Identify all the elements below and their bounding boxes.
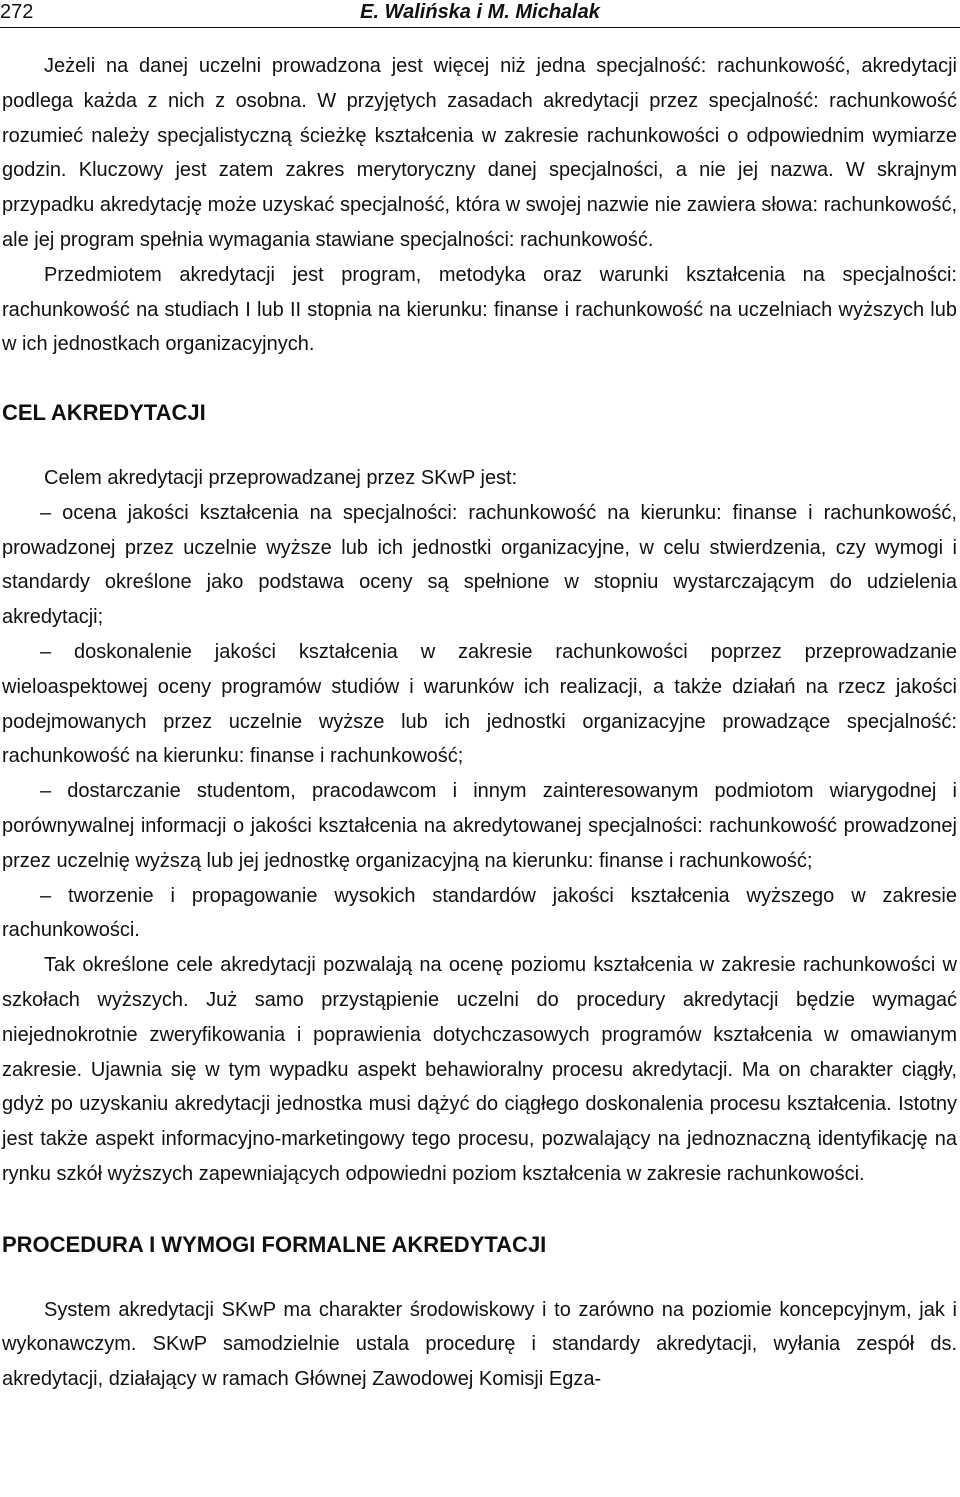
- running-head: E. Walińska i M. Michalak: [360, 1, 600, 23]
- list-item: – dostarczanie studentom, pracodawcom i innym zainteresowanym podmiotom wiarygodnej i porównywalnej informacji o jakości kształcenia na akredytowanej specjalności: rachunkowość prowadzonej przez uczelnię wyższą lub jej jednostkę organizacyjną na kierunku: finanse i rachunkowość;: [2, 780, 957, 872]
- paragraph: System akredytacji SKwP ma charakter środowiskowy i to zarówno na poziomie koncepcyjnym, jak i wykonawczym. SKwP samodzielnie ustala procedurę i standardy akredytacji, wyłania zespół ds. akredytacji, działający w ramach Głównej Zawodowej Komisji Egza-: [2, 1298, 957, 1391]
- paragraph: Przedmiotem akredytacji jest program, metodyka oraz warunki kształcenia na specjalności: rachunkowość na studiach I lub II stopnia na kierunku: finanse i rachunkowość na uczelniach wyższych lub w ich jednostkach organizacyjnych.: [2, 263, 957, 356]
- paragraph: Tak określone cele akredytacji pozwalają na ocenę poziomu kształcenia w zakresie rachunkowości w szkołach wyższych. Już samo przystąpienie uczelni do procedury akredytacji będzie wymagać niejednokrotnie zweryfikowania i poprawienia dotychczasowych programów kształcenia w omawianym zakresie. Ujawnia się w tym wypadku aspekt behawioralny procesu akredytacji. Ma on charakter ciągły, gdyż po uzyskaniu akredytacji jednostka musi dążyć do ciągłego doskonalenia procesu kształcenia. Istotny jest także aspekt informacyjno-marketingowy tego procesu, pozwalający na jednoznaczną identyfikację na rynku szkół wyższych zapewniających odpowiedni poziom kształcenia w zakresie rachunkowości.: [2, 954, 957, 1185]
- paragraph: Celem akredytacji przeprowadzanej przez SKwP jest:: [44, 466, 518, 489]
- document-body: [2, 49, 957, 1397]
- section-heading-procedura: PROCEDURA I WYMOGI FORMALNE AKREDYTACJI: [2, 1231, 547, 1257]
- section-heading-cel: CEL AKREDYTACJI: [2, 400, 206, 426]
- page-header: [0, 0, 960, 30]
- paragraph: Jeżeli na danej uczelni prowadzona jest więcej niż jedna specjalność: rachunkowość, akredytacji podlega każda z nich z osobna. W przyjętych zasadach akredytacji przez specjalność: rachunkowość rozumieć należy specjalistyczną ścieżkę kształcenia w zakresie rachunkowości o odpowiednim wymiarze godzin. Kluczowy jest zatem zakres merytoryczny danej specjalności, a nie jej nazwa. W skrajnym przypadku akredytację może uzyskać specjalność, która w swojej nazwie nie zawiera słowa: rachunkowość, ale jej program spełnia wymagania stawiane specjalności: rachunkowość.: [2, 55, 957, 251]
- list-item: – doskonalenie jakości kształcenia w zakresie rachunkowości poprzez przeprowadzanie wieloaspektowej oceny programów studiów i warunków ich realizacji, a także działań na rzecz jakości podejmowanych przez uczelnie wyższe lub ich jednostki organizacyjne prowadzące specjalność: rachunkowość na kierunku: finanse i rachunkowość;: [2, 640, 957, 768]
- header-rule: [0, 27, 960, 28]
- list-item: – tworzenie i propagowanie wysokich standardów jakości kształcenia wyższego w zakresie rachunkowości.: [2, 884, 957, 942]
- page-number: 272: [0, 1, 34, 23]
- list-item: – ocena jakości kształcenia na specjalności: rachunkowość na kierunku: finanse i rachunkowość, prowadzonej przez uczelnie wyższe lub ich jednostki organizacyjne, w celu stwierdzenia, czy wymogi i standardy określone jako podstawa oceny są spełnione w stopniu wystarczającym do udzielenia akredytacji;: [2, 501, 957, 629]
